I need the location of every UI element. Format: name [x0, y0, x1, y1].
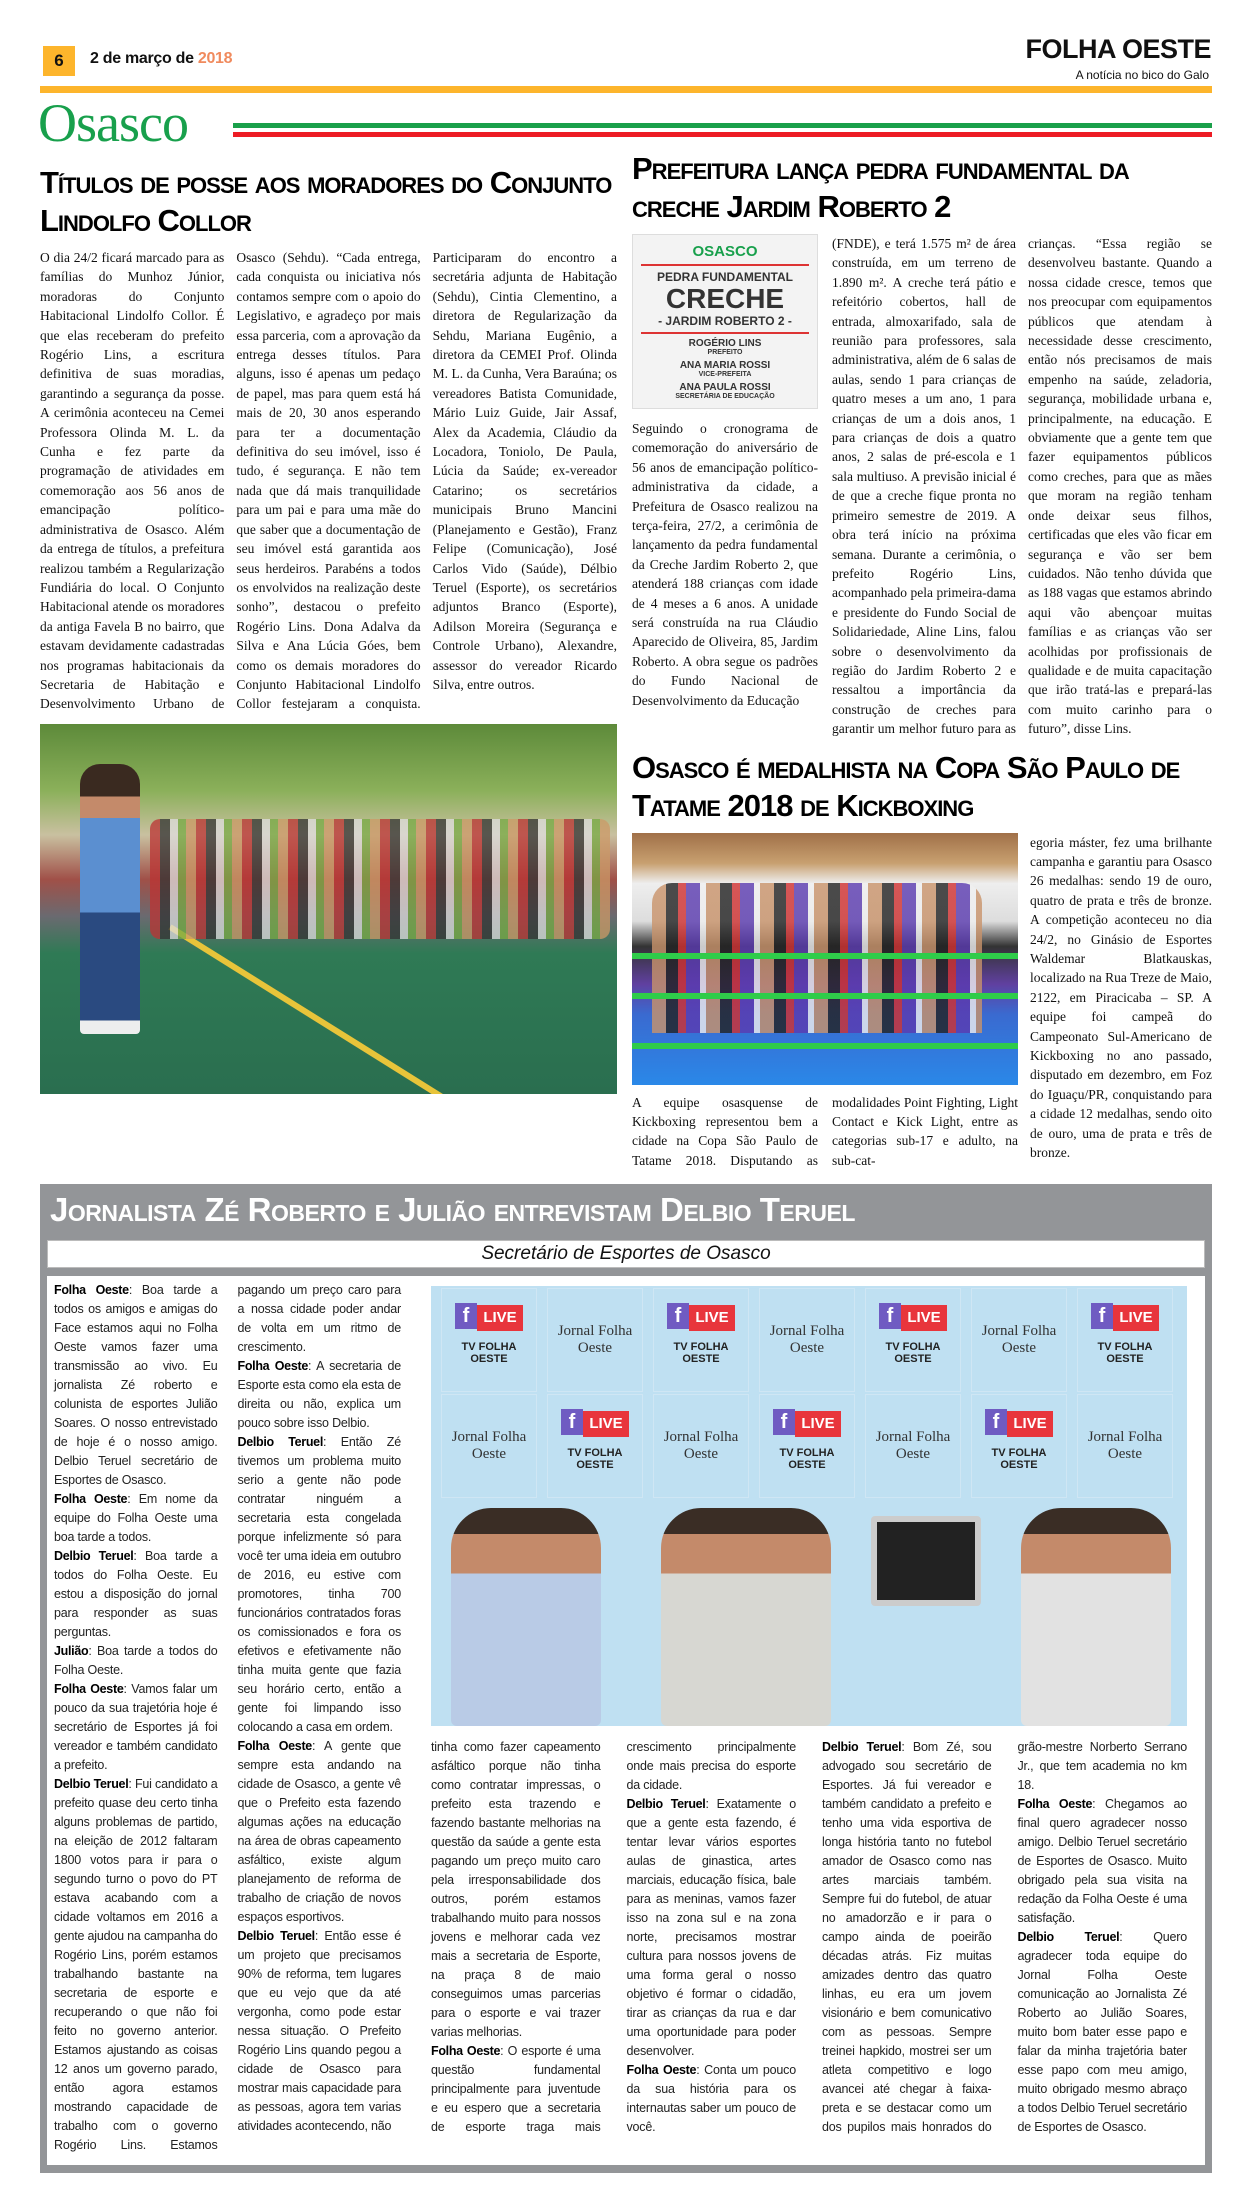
article-headline-kickboxing: Osasco é medalhista na Copa São Paulo de Tatame 2018 de Kickboxing — [632, 749, 1180, 823]
speaker-text: : Fui candidato a prefeito quase deu certo tinha alguns problemas de partido, na eleição de 2012 faltaram 1800 votos para ir para o segundo turno o povo do PT estava acabando com a cidade voltamos em 2016 a gente ajudou na campanha do Rogério Lins, porém estamos trabalhando bastante na secretaria de esporte e recuperando o que não foi feito no governo anterior. Estamos ajustando as coisas 12 anos um governo parado, então agora estamos mostrando capacidade de trabalho com o governo Rogério Lins. Estamos pagando um preço caro para a nossa cidade poder andar de volta em um ritmo de crescimento. — [54, 1283, 401, 2153]
speaker-name: Delbio Teruel — [237, 1435, 324, 1450]
speaker-text: : Boa tarde a todos do Folha Oeste. — [54, 1644, 218, 1678]
backdrop-jornal-label: Jornal Folha Oeste — [981, 1323, 1057, 1357]
backdrop-jornal-label: Jornal Folha Oeste — [663, 1429, 739, 1463]
newspaper-tagline: A notícia no bico do Galo — [1075, 68, 1209, 82]
interview-box — [40, 1184, 1212, 2173]
section-green-rule — [233, 123, 1212, 128]
interview-entry — [1018, 1795, 1188, 1928]
speaker-text: : A gente que sempre esta andando na cidade de Osasco, a gente vê que o Prefeito esta fazendo algumas ações na educação na área de obras capeamento asfáltico, existe algum planejamento de reforma de trabalho de criação de novos espaços esportivos. — [237, 1739, 401, 1925]
article-kickboxing — [632, 833, 1212, 1171]
backdrop-tile — [441, 1288, 537, 1392]
sign-line1: PEDRA FUNDAMENTAL — [657, 270, 793, 284]
facebook-icon: f — [985, 1409, 1007, 1435]
speaker-name: Julião — [54, 1644, 89, 1659]
speaker-name: Folha Oeste — [626, 2063, 697, 2078]
live-badge: LIVE — [1007, 1411, 1053, 1437]
speaker-text: tinha como fazer capeamento asfáltico porque não tinha como contratar impressas, o prefeito esta trazendo e fazendo bastante melhorias na questão da saúde a gente esta pagando um preço muito caro pela irresponsabilidade dos outros, porém estamos trabalhando muito para nossos jovens e melhorar cada vez mais a secretaria de Esporte, na praça 8 de maio conseguimos umas parcerias para o esporte e vai trazer varias melhorias. — [431, 1740, 601, 2040]
speaker-name: Folha Oeste — [431, 2044, 501, 2059]
backdrop-tv-label: TV FOLHA OESTE — [885, 1341, 941, 1366]
ceremony-photo — [40, 724, 617, 1094]
article-body-creche-rest: (FNDE), e terá 1.575 m² de área construída, em um terreno de 1.890 m². A creche terá pátio e refeitório cobertos, hall de entrada, almoxarifado, sala de reunião para professores, sala administrativa, além de 6 salas de aulas, sendo 1 para crianças de quatro meses a um ano, 1 para crianças de um a dois anos, 1 para crianças de dois a quatro anos, 2 salas de pré-escola e 1 sala multiuso. A previsão inicial é de que a creche fique pronta no primeiro semestre de 2019. A obra terá início na próxima semana. Durante a cerimônia, o prefeito Rogério Lins, acompanhado pela primeira-dama e presidente do Fundo Social de Solidariedade, Aline Lins, falou sobre o desenvolvimento da região do Jardim Roberto 2 e ressaltou a importância da construção de creches para garantir um melhor futuro para as crianças. “Essa região se desenvolveu bastante. Quando a nossa cidade cresce, temos que nos preocupar com equipamentos públicos que atendam à necessidade desse crescimento, então nós precisamos de mais empenho na saúde, zeladoria, segurança, mobilidade urbana e, principalmente, na educação. E obviamente que a gente tem que fazer equipamentos públicos como creches, para que as mães que moram na região tenham onde deixar seus filhos, certificadas que eles vão ficar em segurança e vão ser bem cuidados. Não tenho dúvida que as 188 vagas que estamos abrindo aqui vão abençoar muitas famílias e as crianças vão ser acolhidas por profissionais de qualidade e de muita capacitação que irão tratá-las e prepará-las com muito carinho para o futuro”, disse Lins. — [832, 236, 1212, 737]
backdrop-tile — [1077, 1394, 1173, 1498]
creche-sign-photo — [632, 234, 818, 409]
article-headline-creche: Prefeitura lança pedra fundamental da creche Jardim Roberto 2 — [632, 151, 1129, 224]
speaker-text: : Vamos falar um pouco da sua trajetória hoje é secretário de Esportes já foi vereador e também candidato a prefeito. — [54, 1682, 218, 1773]
page-number: 6 — [43, 46, 75, 76]
sign-role: SECRETÁRIA DE EDUCAÇÃO — [675, 393, 775, 400]
backdrop-tile — [547, 1394, 643, 1498]
kickboxing-team-photo — [632, 833, 1018, 1085]
backdrop-tile — [971, 1394, 1067, 1498]
section-title: Osasco — [38, 93, 188, 153]
article-titulos — [40, 150, 617, 1170]
speaker-text: : Conta um pouco da sua história para os internautas saber um pouco de você. — [626, 2063, 796, 2135]
facebook-icon: f — [1091, 1303, 1113, 1329]
interview-entry — [431, 1738, 601, 2042]
sign-rule — [641, 264, 809, 266]
backdrop-jornal-label: Jornal Folha Oeste — [769, 1323, 845, 1357]
interview-left — [54, 1281, 401, 2155]
live-badge: LIVE — [795, 1411, 841, 1437]
interview-entry — [1018, 1928, 1188, 2137]
backdrop-tile — [441, 1394, 537, 1498]
interview-entry — [54, 1281, 218, 1490]
backdrop-tv-label: TV FOLHA OESTE — [1097, 1341, 1153, 1366]
speaker-text: : Em nome da equipe do Folha Oeste uma boa tarde a todos. — [54, 1492, 218, 1545]
backdrop-tile — [547, 1288, 643, 1392]
speaker-text: : Chegamos ao final quero agradecer nosso amigo. Delbio Teruel secretário de Esportes de Osasco. Muito obrigado pela sua visita na redação da Folha Oeste é uma satisfação. — [1017, 1797, 1187, 1926]
speaker-name: Delbio Teruel — [1017, 1930, 1120, 1945]
header-divider — [40, 86, 1212, 93]
article-body-titulos: O dia 24/2 ficará marcado para as famílias do Munhoz Júnior, moradoras do Conjunto Habitacional Lindolfo Collor. É que elas receberam do prefeito Rogério Lins, a escritura definitiva de suas moradias, garantindo a segurança da posse. A cerimônia aconteceu na Cemei Professora Olinda M. L. da Cunha e fez parte da programação de atividades em comemoração aos 56 anos de emancipação político-administrativa de Osasco. Além da entrega de títulos, a prefeitura realizou também a Regularização Fundiária do local. O Conjunto Habitacional atende os moradores da antiga Favela B no bairro, que estavam devidamente cadastradas nos programas habitacionais da Secretaria de Habitação e Desenvolvimento Urbano de Osasco (Sehdu). “Cada entrega, cada conquista ou iniciativa nós contamos sempre com o apoio do Legislativo, e agradeço por mais essa parceria, com a aprovação da entrega desses títulos. Para alguns, isso é apenas um pedaço de papel, mas para quem está há mais de 20, 30 anos esperando para ter a documentação definitiva do seu imóvel, isso é tudo, é segurança. E não tem nada que dá mais tranquilidade para um pai e para uma mãe do que saber que a documentação de seu imóvel está garantida aos seus herdeiros. Parabéns a todos os envolvidos na realização deste sonho”, destacou o prefeito Rogério Lins. Dona Adalva da Silva e Ana Lúcia Góes, bem como os demais moradores do Conjunto Habitacional Lindolfo Collor festejaram a conquista. Participaram do encontro a secretária adjunta de Habitação (Sehdu), Cintia Clementino, a diretora de Regularização da Sehdu, Mariana Eugênio, a diretora da CEMEI Prof. Olinda M. L. da Cunha, Vera Baraúna; os vereadores Batista Comunidade, Mário Luiz Guide, Jair Assaf, Alex da Academia, Cláudio da Locadora, Toniolo, De Paula, Lúcia da Saúde; ex-vereador Catarino; os secretários municipais Bruno Mancini (Planejamento e Gestão), Franz Felipe (Comunicação), José Carlos Vido (Saúde), Délbio Teruel (Esporte), os secretários adjuntos Branco (Esporte), Adilson Moreira (Segurança e Controle Urbano), Alexandre, assessor do vereador Ricardo Silva, entre outros. — [40, 250, 617, 712]
article-headline-titulos: Títulos de posse aos moradores do Conjunto Lindolfo Collor — [40, 165, 612, 238]
backdrop-tile — [971, 1288, 1067, 1392]
interview-entry — [54, 1642, 218, 1680]
interview-entry — [238, 1737, 402, 1927]
backdrop-tv-label: TV FOLHA OESTE — [461, 1341, 517, 1366]
backdrop-tv-label: TV FOLHA OESTE — [567, 1447, 623, 1472]
speaker-text: : Bom Zé, sou advogado sou secretário de Esportes. Já fui vereador e também candidato a prefeito e tenho uma vida esportiva de longa história tanto no futebol amador de Osasco como nas artes marciais também. Sempre fui do futebol, de atuar no amadorzão e ir para o campo ainda de poeirão décadas atrás. Fiz muitas amizades dentro das quatro linhas, eu era um jovem visionário e bem comunicativo com as pessoas. Sempre treinei hapkido, mostrei ser um atleta competitivo e logo avancei até chegar à faixa-preta e se destacar como um dos pupilos mais honrados do grão-mestre Norberto Serrano Jr., que tem academia no km 18. — [822, 1740, 1187, 2135]
sign-role: VICE-PREFEITA — [698, 371, 752, 378]
facebook-icon: f — [773, 1409, 795, 1435]
speaker-name: Folha Oeste — [54, 1682, 124, 1697]
interview-entry — [627, 2061, 797, 2137]
speaker-text: : Boa tarde a todos os amigos e amigas do Face estamos aqui no Folha Oeste vamos fazer uma transmissão ao vivo. Eu jornalista Zé roberto e colunista de esportes Julião Soares. O nosso entrevistado de hoje é o nosso amigo. Delbio Teruel secretário de Esportes de Osasco. — [54, 1283, 218, 1488]
speaker-name: Delbio Teruel — [626, 1797, 706, 1812]
backdrop-jornal-label: Jornal Folha Oeste — [557, 1323, 633, 1357]
speaker-name: Delbio Teruel — [54, 1549, 134, 1564]
interview-entry — [238, 1927, 402, 2136]
live-badge: LIVE — [1113, 1305, 1159, 1331]
backdrop-tv-label: TV FOLHA OESTE — [991, 1447, 1047, 1472]
interview-content — [47, 1276, 1205, 2165]
sign-city: OSASCO — [692, 243, 758, 260]
facebook-icon: f — [879, 1303, 901, 1329]
interview-participant — [661, 1508, 831, 1726]
speaker-text: : O esporte é uma questão fundamental principalmente para juventude e eu espero que a secretaria de esporte traga mais crescimento principalmente onde mais precisa do esporte da cidade. — [431, 1740, 796, 2135]
speaker-name: Delbio Teruel — [54, 1777, 129, 1792]
backdrop-jornal-label: Jornal Folha Oeste — [1087, 1429, 1163, 1463]
ring-rope — [632, 953, 1018, 959]
sign-line2: CRECHE — [665, 283, 785, 314]
monitor — [871, 1516, 981, 1606]
backdrop-tile — [653, 1288, 749, 1392]
interview-text-part2 — [431, 1738, 1187, 2137]
article-creche — [632, 234, 1212, 739]
section-red-rule — [233, 132, 1212, 137]
speaker-name: Folha Oeste — [54, 1492, 128, 1507]
backdrop-tile — [1077, 1288, 1173, 1392]
kick-left-column — [632, 833, 1018, 1171]
speaker-name: Folha Oeste — [237, 1739, 312, 1754]
live-badge: LIVE — [689, 1305, 735, 1331]
creche-left-column — [632, 234, 818, 739]
speaker-text: : A secretaria de Esporte esta como ela esta de direita ou não, explica um pouco sobre isso Delbio. — [237, 1359, 401, 1431]
live-badge: LIVE — [583, 1411, 629, 1437]
speaker-name: Folha Oeste — [1017, 1797, 1093, 1812]
interview-subtitle-bar — [47, 1240, 1205, 1268]
facebook-icon: f — [667, 1303, 689, 1329]
date-year: 2018 — [197, 50, 233, 67]
interview-headline: Jornalista Zé Roberto e Julião entrevistam Delbio Teruel — [50, 1191, 855, 1229]
backdrop-tv-label: TV FOLHA OESTE — [673, 1341, 729, 1366]
speaker-name: Delbio Teruel — [237, 1929, 315, 1944]
backdrop-tile — [865, 1288, 961, 1392]
backdrop-tile — [653, 1394, 749, 1498]
interview-entry — [54, 1490, 218, 1547]
speaker-figure — [80, 764, 140, 1034]
live-badge: LIVE — [901, 1305, 947, 1331]
backdrop-jornal-label: Jornal Folha Oeste — [451, 1429, 527, 1463]
backdrop-tile — [759, 1394, 855, 1498]
interview-participant — [1021, 1508, 1171, 1726]
issue-date — [90, 50, 232, 68]
court-line — [168, 924, 443, 1094]
article-body-kick-right: egoria máster, fez uma brilhante campanha e garantiu para Osasco 26 medalhas: sendo 19 de ouro, quatro de prata e três de bronze. A competição aconteceu no dia 24/2, no Ginásio de Esportes Waldemar Blatkauskas, localizado na Rua Treze de Maio, 2122, em Piracicaba – SP. A equipe foi campeã do Campeonato Sul-Americano de Kickboxing no ano passado, disputado em dezembro, em Foz do Iguaçu/PR, conquistando para a cidade 12 medalhas, sendo oito de ouro, uma de prata e três de bronze. — [1030, 834, 1212, 1161]
speaker-name: Delbio Teruel — [822, 1740, 902, 1755]
newspaper-logo: FOLHA OESTE — [1025, 34, 1211, 64]
sign-name: ANA MARIA ROSSI — [679, 360, 771, 371]
backdrop-tv-label: TV FOLHA OESTE — [779, 1447, 835, 1472]
interview-text-part1 — [54, 1281, 401, 2155]
speaker-text: : Quero agradecer toda equipe do Jornal Folha Oeste comunicação ao Jornalista Zé Roberto ao Julião Soares, muito bom bater esse papo e falar da minha trajetória bater esse papo com meu amigo, muito obrigado mesmo abraço a todos Delbio Teruel secretário de Esportes de Osasco. — [1017, 1930, 1187, 2135]
speaker-name: Folha Oeste — [54, 1283, 129, 1298]
interview-entry — [238, 1357, 402, 1433]
interview-entry — [54, 1547, 218, 1642]
facebook-icon: f — [561, 1409, 583, 1435]
sign-line3: - JARDIM ROBERTO 2 - — [658, 314, 792, 328]
sign-name: ANA PAULA ROSSI — [679, 382, 771, 393]
speaker-text: : Boa tarde a todos do Folha Oeste. Eu estou a disposição do jornal para responder as suas perguntas. — [54, 1549, 218, 1640]
interview-entry — [627, 1795, 797, 2061]
speaker-name: Folha Oeste — [237, 1359, 308, 1374]
top-stories — [40, 150, 1212, 1170]
date-text: 2 de março de — [90, 50, 198, 67]
backdrop-tile — [759, 1288, 855, 1392]
interview-entry — [54, 1680, 218, 1775]
ring-rope — [632, 1043, 1018, 1049]
speaker-text: : Exatamente o que a gente esta fazendo, é tentar levar vários esportes aulas de ginastica, artes marciais, educação física, bale para as meninas, vamos fazer isso na zona sul e na zona norte, precisamos mostrar cultura para nossos jovens de uma forma geral o nosso objetivo é formar o cidadão, tirar as crianças da rua e dar uma oportunidade para poder desenvolver. — [626, 1797, 796, 2059]
article-body-creche-col1: Seguindo o cronograma de comemoração do aniversário de 56 anos de emancipação político-administrativa da cidade, a Prefeitura de Osasco realizou na terça-feira, 27/2, a cerimônia de lançamento da pedra fundamental da Creche Jardim Roberto 2, que atenderá 188 crianças com idade de 4 meses a 6 anos. A unidade será construída na rua Cláudio Aparecido de Oliveira, 85, Jardim Roberto. A obra segue os padrões do Fundo Nacional de Desenvolvimento da Educação — [632, 421, 818, 708]
backdrop-tile — [865, 1394, 961, 1498]
sign-rule — [641, 332, 809, 334]
right-stories — [632, 150, 1212, 1170]
backdrop-jornal-label: Jornal Folha Oeste — [875, 1429, 951, 1463]
interview-subtitle: Secretário de Esportes de Osasco — [481, 1243, 771, 1265]
article-body-kick-below: A equipe osasquense de Kickboxing representou bem a cidade na Copa São Paulo de Tatame 2018. Disputando as modalidades Point Fighting, Light Contact e Kick Light, entre as categorias sub-17 e adulto, na sub-cat- — [632, 1094, 1018, 1168]
sign-name: ROGÉRIO LINS — [688, 338, 762, 349]
audience — [150, 819, 610, 939]
ring-rope — [632, 993, 1018, 999]
speaker-text: : Então Zé tivemos um problema muito serio a gente não pode contratar ninguém a secretaria esta congelada porque infelizmente só para você ter uma ideia em outubro de 2016, eu estive com promotores, tinha 700 funcionários contratados foras os comissionados e fora os efetivos e efetivamente não tinha muita gente que fazia seu horário certo, então a gente foi limpando isso colocando a casa em ordem. — [237, 1435, 401, 1735]
interview-participant — [451, 1508, 601, 1726]
interview-entry — [238, 1433, 402, 1737]
live-badge: LIVE — [477, 1305, 523, 1331]
sign-role: PREFEITO — [707, 349, 743, 356]
interview-photo — [431, 1286, 1187, 1726]
speaker-text: : Então esse é um projeto que precisamos 90% de reforma, tem lugares que eu vejo que da até vergonha, como pode estar nessa situação. O Prefeito Rogério Lins quando pegou a cidade de Osasco para mostrar mais capacidade para as pessoas, agora tem varias atividades acontecendo, não — [237, 1929, 401, 2134]
facebook-icon: f — [455, 1303, 477, 1329]
interview-right — [431, 1281, 1187, 2155]
